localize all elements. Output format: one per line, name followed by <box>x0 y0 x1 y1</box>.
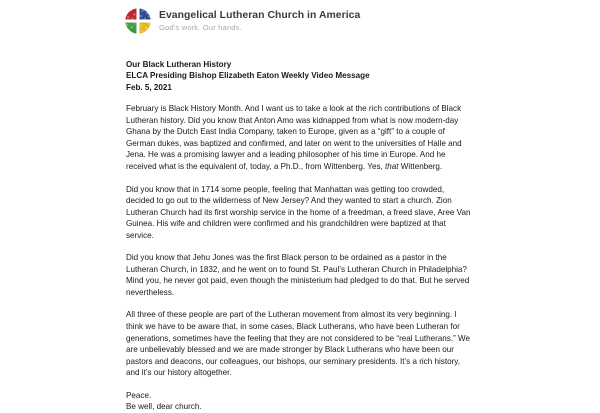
paragraph-3: Did you know that Jehu Jones was the first Black person to be ordained as a pastor in the Lutheran Church, in 1832, and he went on to found St. Paul’s Lutheran Church in Philadelphia? Mind you, he never got paid, even though the ministerium had pledged to do that. But he served nevertheless. <box>126 253 470 297</box>
brand-text <box>159 10 360 33</box>
paragraph-4: All three of these people are part of the Lutheran movement from almost its very beginning. I think we have to be aware that, in some cases, Black Lutherans, who have been Lutheran for generations, sometimes have the feeling that they are not considered to be “real Lutherans.” We are unbelievably blessed and we are made stronger by Black Lutherans who have been our pastors and deacons, our colleagues, our bishops, our seminary presidents. It’s a rich history, and it’s our history altogether. <box>126 310 471 378</box>
document-title: Our Black Lutheran History <box>126 60 232 69</box>
document-body <box>126 59 471 413</box>
elca-cross-circle-icon <box>124 7 152 35</box>
paragraph-1-emphasis: that <box>385 161 399 171</box>
brand-name: Evangelical Lutheran Church in America <box>159 9 361 21</box>
closing-block <box>126 390 471 413</box>
paragraph-1-tail: Wittenberg. <box>398 161 443 171</box>
closing-line-farewell: Be well, dear church. <box>126 402 202 412</box>
title-block <box>126 59 471 93</box>
masthead <box>124 7 360 35</box>
brand-tagline: God's work. Our hands. <box>159 22 242 32</box>
document-subtitle: ELCA Presiding Bishop Elizabeth Eaton Weekly Video Message <box>126 71 370 81</box>
paragraph-2: Did you know that in 1714 some people, feeling that Manhattan was getting too crowded, decided to go out to the wilderness of New Jersey? And they wanted to start a church. Zion Lutheran Church had its first worship service in the home of a freedman, a freed slave, Aree Van Guinea. His wife and children were confirmed and his grandchildren were baptized at that service. <box>126 184 471 240</box>
paragraph-1-text: February is Black History Month. And I want us to take a look at the rich contributions of Black Lutheran history. Did you know that Anton Amo was kidnapped from what is now modern-day Ghana by the Dutch East India Company, taken to Europe, given as a “gift” to a couple of German dukes, was baptized and confirmed, and later on went to the universities of Halle and Jena. He was a promising lawyer and a leading philosopher of his time in Europe. And he received what is the equivalent of, today, a Ph.D., from Wittenberg. Yes, <box>126 104 462 171</box>
closing-line-peace: Peace. <box>126 390 152 400</box>
document-date: Feb. 5, 2021 <box>126 82 172 92</box>
paragraph-1 <box>126 103 471 172</box>
